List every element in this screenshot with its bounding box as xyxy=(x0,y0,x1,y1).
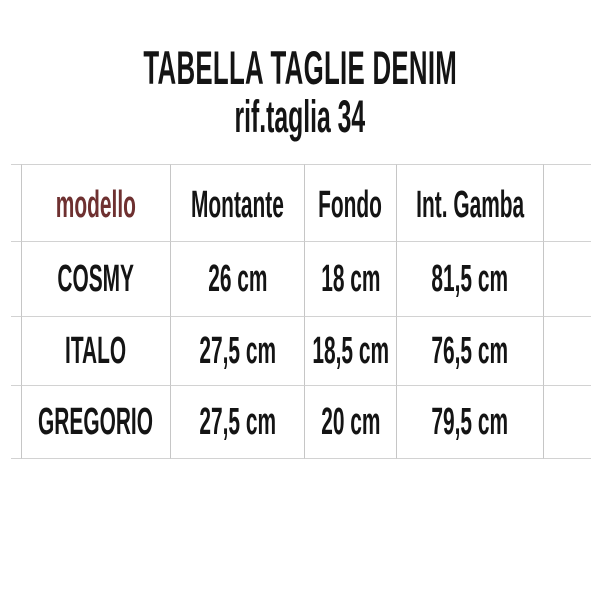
cell-cosmy-montante: 26 cm xyxy=(207,257,268,300)
header-cell-fondo xyxy=(304,164,396,241)
cell-cosmy-name: COSMY xyxy=(57,257,135,300)
header-label-montante: Montante xyxy=(191,184,284,226)
header-label-modello: modello xyxy=(55,184,137,226)
header-cell-modello xyxy=(21,164,170,241)
table-row-cosmy-fondo xyxy=(304,241,396,316)
table-row-gregorio-montante xyxy=(170,385,304,459)
header-label-int-gamba: Int. Gamba xyxy=(415,184,525,226)
grid-tail-cell xyxy=(543,164,591,241)
header-cell-int-gamba xyxy=(396,164,543,241)
grid-tail-cell xyxy=(543,241,591,316)
size-table xyxy=(11,164,591,459)
cell-italo-name: ITALO xyxy=(65,329,127,372)
header-label-fondo: Fondo xyxy=(318,184,383,226)
table-row-italo-model xyxy=(21,316,170,385)
cell-italo-int-gamba: 76,5 cm xyxy=(431,329,509,372)
grid-tail-cell xyxy=(11,385,21,459)
cell-gregorio-int-gamba: 79,5 cm xyxy=(431,400,509,443)
table-row-italo-int-gamba xyxy=(396,316,543,385)
cell-gregorio-name: GREGORIO xyxy=(38,400,154,443)
grid-tail-cell xyxy=(11,316,21,385)
table-row-italo-fondo xyxy=(304,316,396,385)
table-row-gregorio-model xyxy=(21,385,170,459)
table-row-cosmy-montante xyxy=(170,241,304,316)
header-cell-montante xyxy=(170,164,304,241)
cell-gregorio-fondo: 20 cm xyxy=(320,400,381,443)
page-title-text: TABELLA TAGLIE DENIM xyxy=(143,41,457,94)
cell-italo-montante: 27,5 cm xyxy=(199,329,276,372)
table-row-cosmy-int-gamba xyxy=(396,241,543,316)
page-subtitle xyxy=(0,91,600,142)
grid-tail-cell xyxy=(11,241,21,316)
cell-gregorio-montante: 27,5 cm xyxy=(199,400,276,443)
table-row-gregorio-fondo xyxy=(304,385,396,459)
page-subtitle-text: rif.taglia 34 xyxy=(234,91,366,142)
grid-tail-cell xyxy=(543,316,591,385)
grid-tail-cell xyxy=(11,164,21,241)
cell-cosmy-int-gamba: 81,5 cm xyxy=(431,257,509,300)
cell-cosmy-fondo: 18 cm xyxy=(320,257,381,300)
table-row-cosmy-model xyxy=(21,241,170,316)
page-title xyxy=(0,41,600,94)
cell-italo-fondo: 18,5 cm xyxy=(312,329,389,372)
table-row-italo-montante xyxy=(170,316,304,385)
table-row-gregorio-int-gamba xyxy=(396,385,543,459)
grid-tail-cell xyxy=(543,385,591,459)
